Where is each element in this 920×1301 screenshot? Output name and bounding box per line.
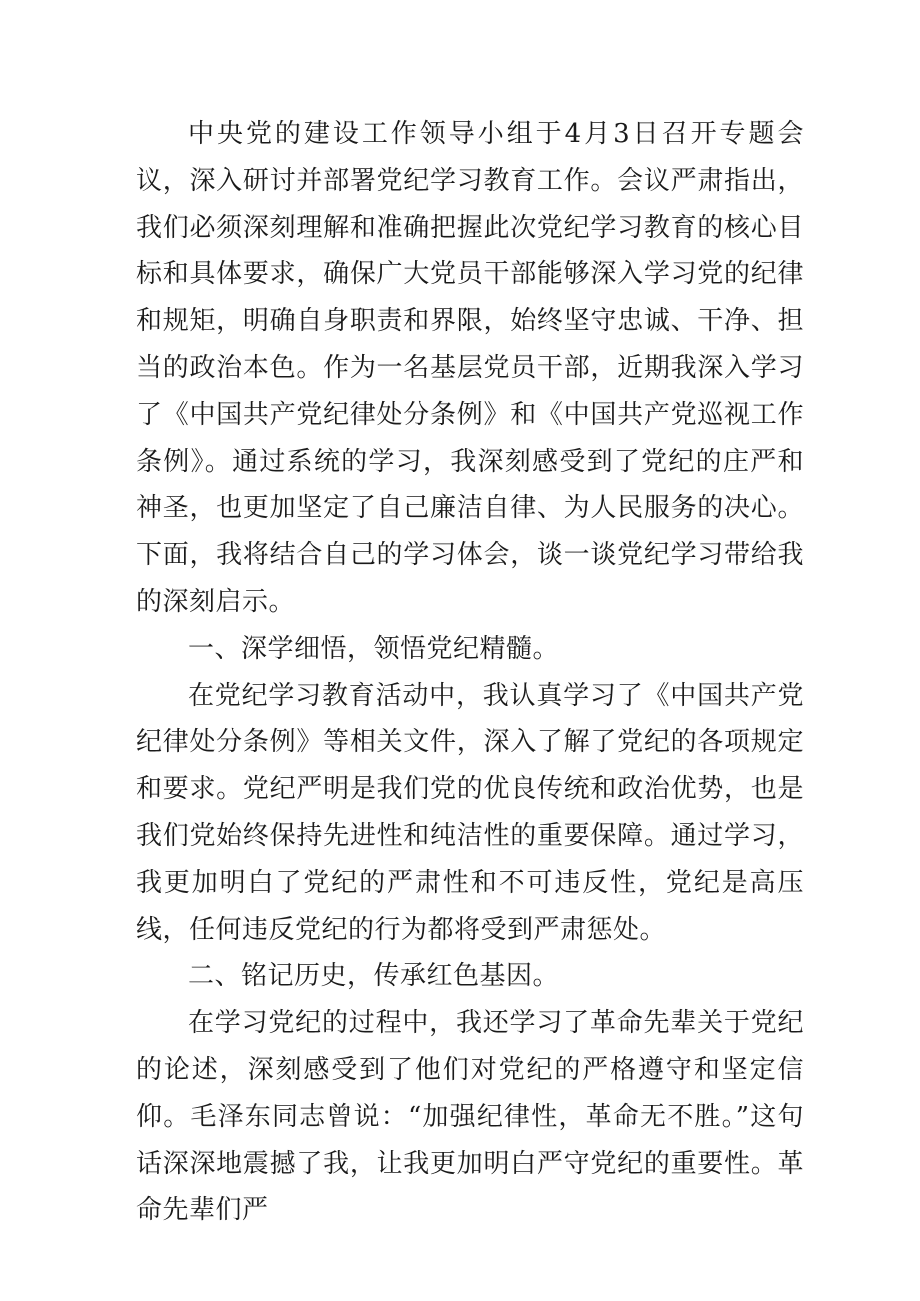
section-heading-2: 二、铭记历史，传承红色基因。 (188, 961, 560, 992)
document-body (136, 111, 804, 1234)
section-2-paragraph: 在学习党纪的过程中，我还学习了革命先辈关于党纪的论述，深刻感受到了他们对党纪的严格遵守和坚定信仰。毛泽东同志曾说：“加强纪律性，革命无不胜。”这句话深深地震撼了我，让我更加明白严守党纪的重要性。革命先辈们严 (136, 1008, 804, 1226)
section-heading-1: 一、深学细悟，领悟党纪精髓。 (188, 633, 560, 664)
section-1-paragraph: 在党纪学习教育活动中，我认真学习了《中国共产党纪律处分条例》等相关文件，深入了解了党纪的各项规定和要求。党纪严明是我们党的优良传统和政治优势，也是我们党始终保持先进性和纯洁性的重要保障。通过学习，我更加明白了党纪的严肃性和不可违反性，党纪是高压线，任何违反党纪的行为都将受到严肃惩处。 (136, 680, 804, 945)
intro-paragraph: 中央党的建设工作领导小组于4月3日召开专题会议，深入研讨并部署党纪学习教育工作。会议严肃指出，我们必须深刻理解和准确把握此次党纪学习教育的核心目标和具体要求，确保广大党员干部能够深入学习党的纪律和规矩，明确自身职责和界限，始终坚守忠诚、干净、担当的政治本色。作为一名基层党员干部，近期我深入学习了《中国共产党纪律处分条例》和《中国共产党巡视工作条例》。通过系统的学习，我深刻感受到了党纪的庄严和神圣，也更加坚定了自己廉洁自律、为人民服务的决心。下面，我将结合自己的学习体会，谈一谈党纪学习带给我的深刻启示。 (136, 119, 804, 617)
